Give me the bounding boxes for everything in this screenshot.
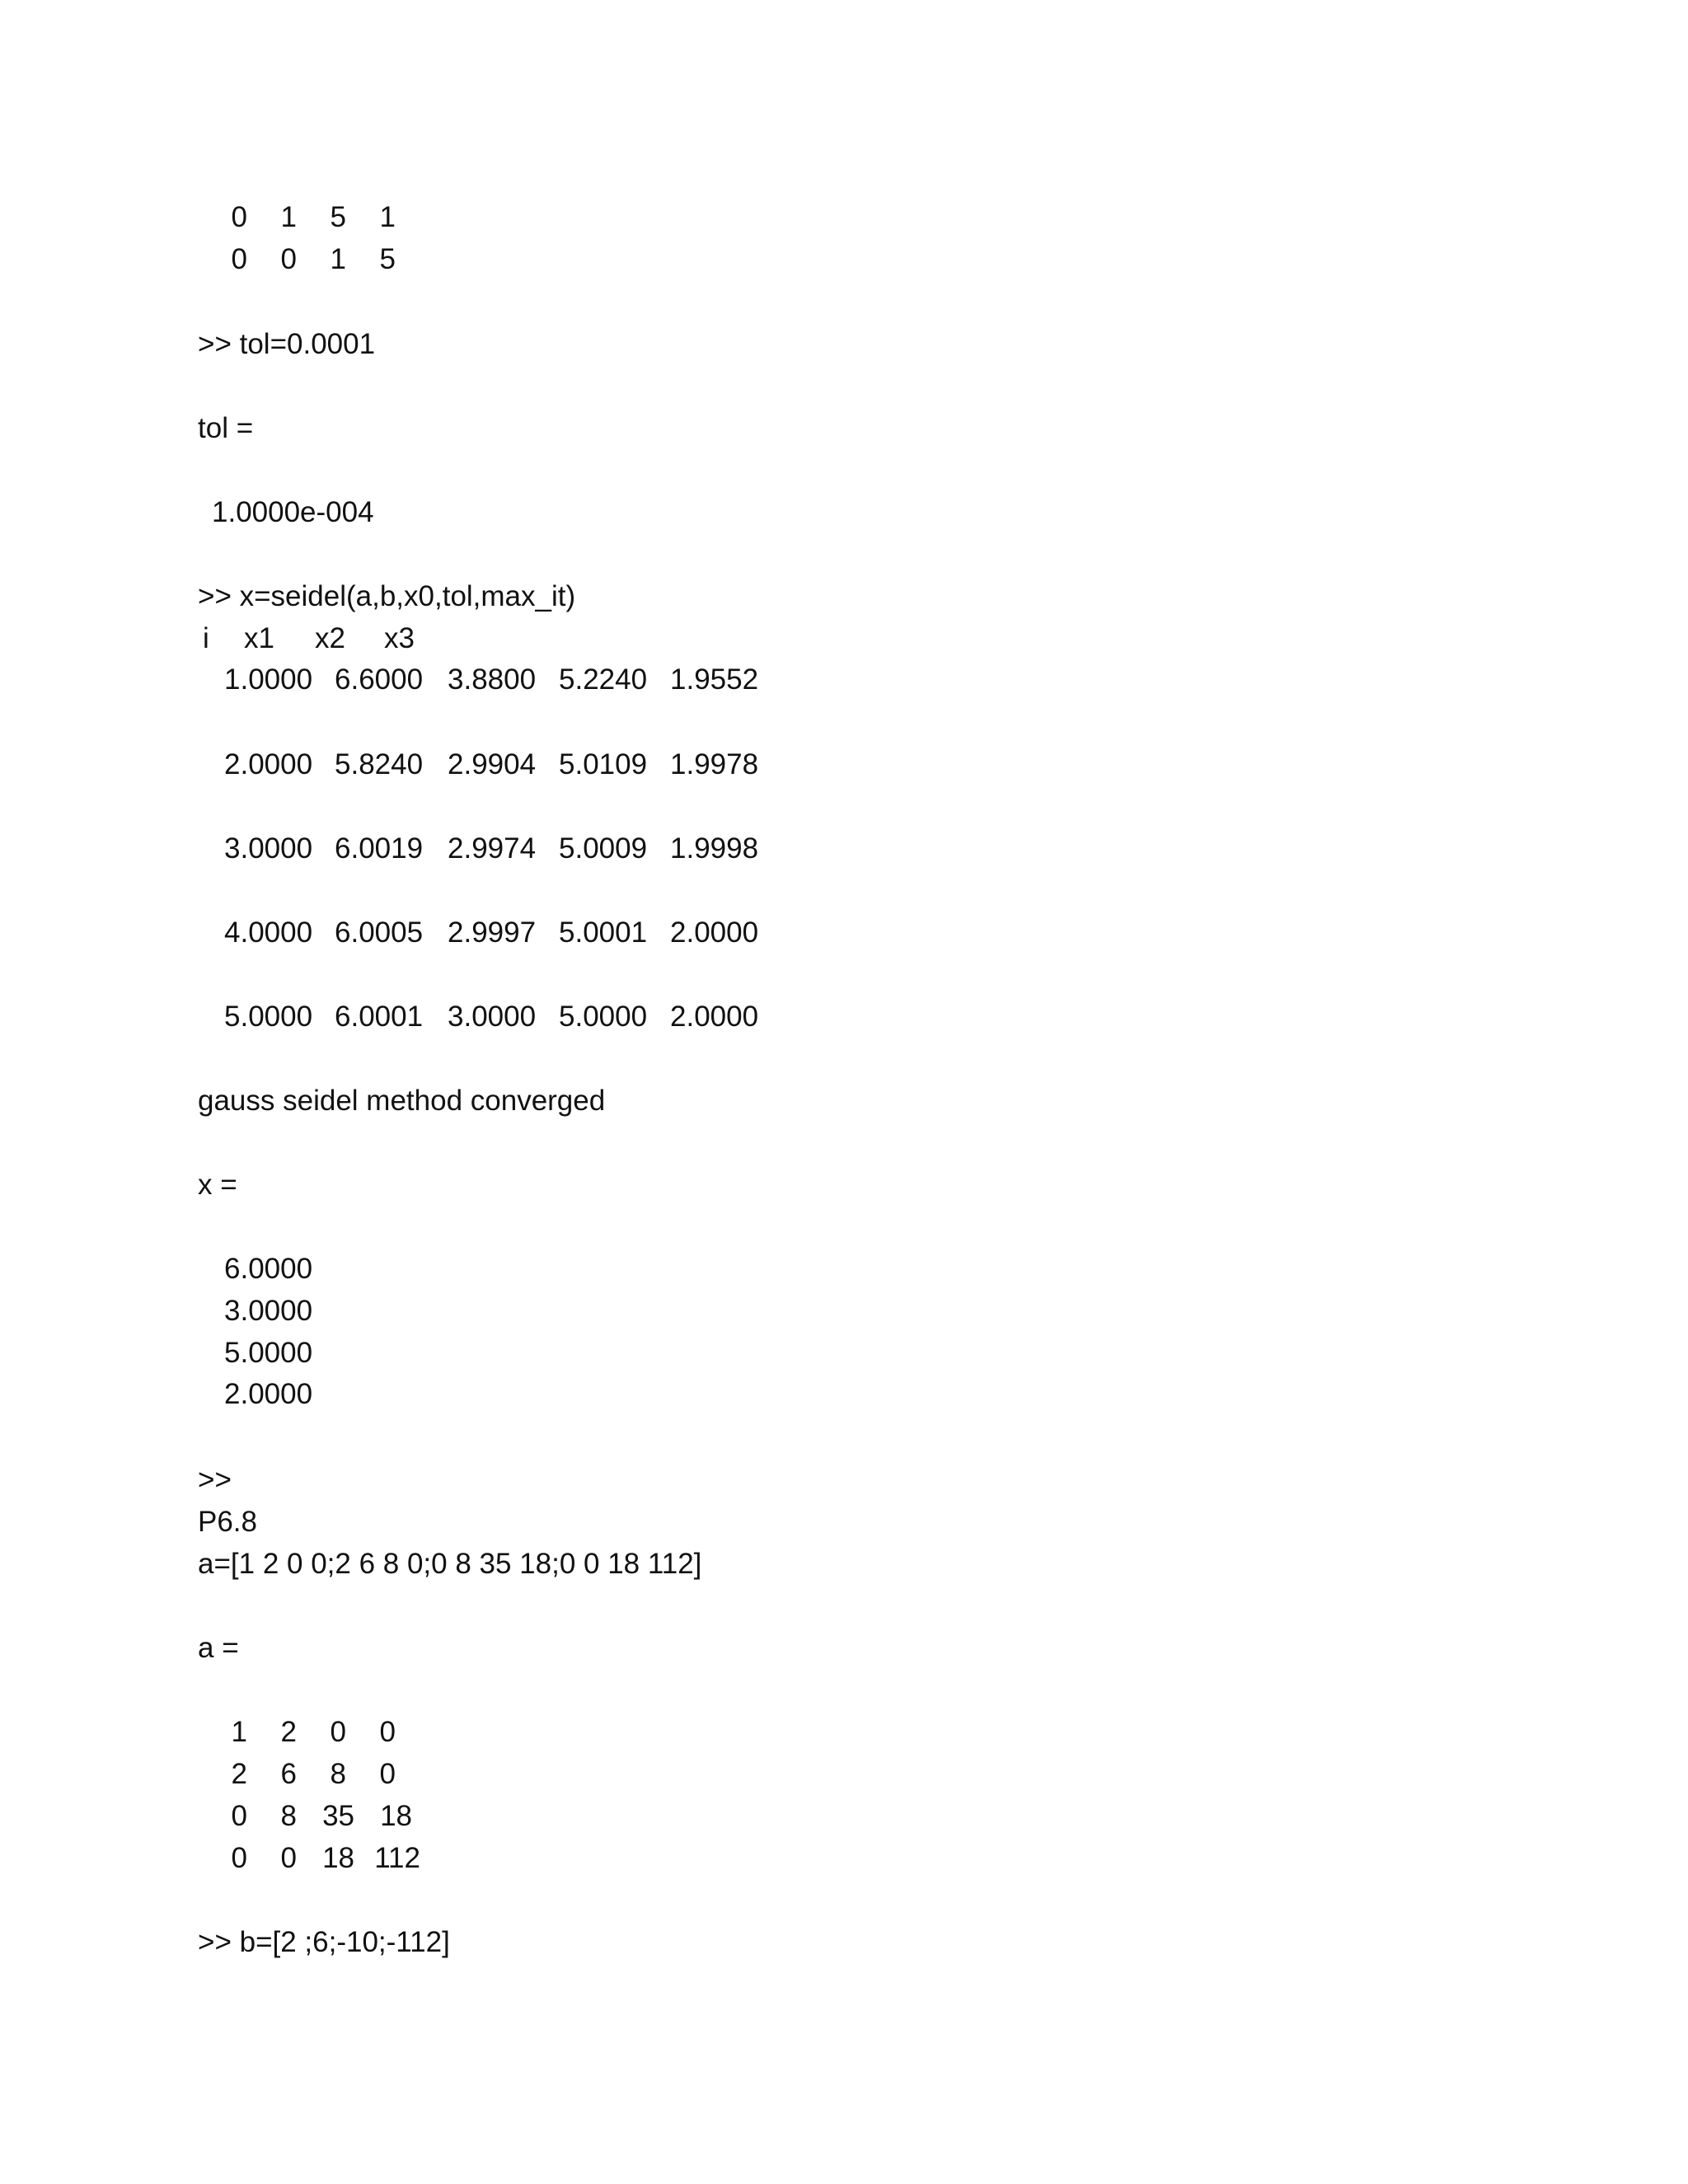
matrix-cell: 1 xyxy=(280,201,297,233)
command-b: >> b=[2 ;6;-10;-112] xyxy=(198,1926,450,1958)
table-cell: 5.8240 xyxy=(335,748,424,780)
prompt: >> xyxy=(198,1464,232,1496)
header-x3: x3 xyxy=(384,622,415,654)
matrix-cell: 0 xyxy=(379,1758,396,1790)
matrix-cell: 35 xyxy=(322,1800,354,1832)
table-cell: 2.9997 xyxy=(448,916,537,949)
matrix-cell: 0 xyxy=(231,243,247,275)
table-cell: 1.0000 xyxy=(224,663,313,696)
table-cell: 2.0000 xyxy=(670,1001,759,1033)
header-x1: x1 xyxy=(244,622,274,654)
table-cell: 2.9974 xyxy=(448,832,537,865)
table-cell: 2.0000 xyxy=(224,748,313,780)
command-a: a=[1 2 0 0;2 6 8 0;0 8 35 18;0 0 18 112] xyxy=(198,1548,702,1580)
table-cell: 5.0000 xyxy=(224,1001,313,1033)
table-cell: 1.9998 xyxy=(670,832,759,865)
matrix-cell: 5 xyxy=(330,201,346,233)
matrix-cell: 18 xyxy=(322,1842,354,1874)
table-cell: 5.2240 xyxy=(559,663,648,696)
table-cell: 4.0000 xyxy=(224,916,313,949)
x-label: x = xyxy=(198,1169,237,1201)
a-label: a = xyxy=(198,1632,239,1664)
problem-id: P6.8 xyxy=(198,1506,257,1538)
matrix-cell: 0 xyxy=(280,243,297,275)
command-tol: >> tol=0.0001 xyxy=(198,328,376,360)
table-cell: 5.0000 xyxy=(559,1001,648,1033)
matrix-cell: 18 xyxy=(380,1800,412,1832)
table-cell: 3.8800 xyxy=(448,663,537,696)
table-cell: 6.0005 xyxy=(335,916,424,949)
matrix-cell: 1 xyxy=(231,1716,247,1748)
matrix-cell: 2 xyxy=(231,1758,247,1790)
table-cell: 5.0109 xyxy=(559,748,648,780)
header-i: i xyxy=(203,622,209,654)
matrix-cell: 0 xyxy=(379,1716,396,1748)
matrix-cell: 2 xyxy=(280,1716,297,1748)
x-value: 3.0000 xyxy=(224,1295,313,1327)
x-value: 5.0000 xyxy=(224,1337,313,1369)
table-cell: 1.9552 xyxy=(670,663,759,696)
matrix-cell: 1 xyxy=(379,201,396,233)
matrix-cell: 0 xyxy=(330,1716,346,1748)
table-cell: 5.0009 xyxy=(559,832,648,865)
table-cell: 6.0019 xyxy=(335,832,424,865)
table-cell: 2.0000 xyxy=(670,916,759,949)
converged-message: gauss seidel method converged xyxy=(198,1085,606,1117)
x-value: 6.0000 xyxy=(224,1253,313,1285)
matrix-cell: 112 xyxy=(374,1842,420,1874)
matrix-cell: 5 xyxy=(379,243,396,275)
table-cell: 6.6000 xyxy=(335,663,424,696)
table-cell: 2.9904 xyxy=(448,748,537,780)
matrix-cell: 0 xyxy=(231,201,247,233)
matrix-cell: 0 xyxy=(231,1800,247,1832)
header-x2: x2 xyxy=(315,622,345,654)
command-seidel: >> x=seidel(a,b,x0,tol,max_it) xyxy=(198,580,576,612)
tol-value: 1.0000e-004 xyxy=(212,496,374,528)
x-value: 2.0000 xyxy=(224,1378,313,1410)
table-cell: 3.0000 xyxy=(224,832,313,865)
table-cell: 6.0001 xyxy=(335,1001,424,1033)
matrix-cell: 0 xyxy=(280,1842,297,1874)
matrix-cell: 1 xyxy=(330,243,346,275)
table-cell: 3.0000 xyxy=(448,1001,537,1033)
matrix-cell: 8 xyxy=(330,1758,346,1790)
tol-label: tol = xyxy=(198,412,254,444)
matrix-cell: 8 xyxy=(280,1800,297,1832)
table-cell: 1.9978 xyxy=(670,748,759,780)
table-cell: 5.0001 xyxy=(559,916,648,949)
matrix-cell: 0 xyxy=(231,1842,247,1874)
matrix-cell: 6 xyxy=(280,1758,297,1790)
